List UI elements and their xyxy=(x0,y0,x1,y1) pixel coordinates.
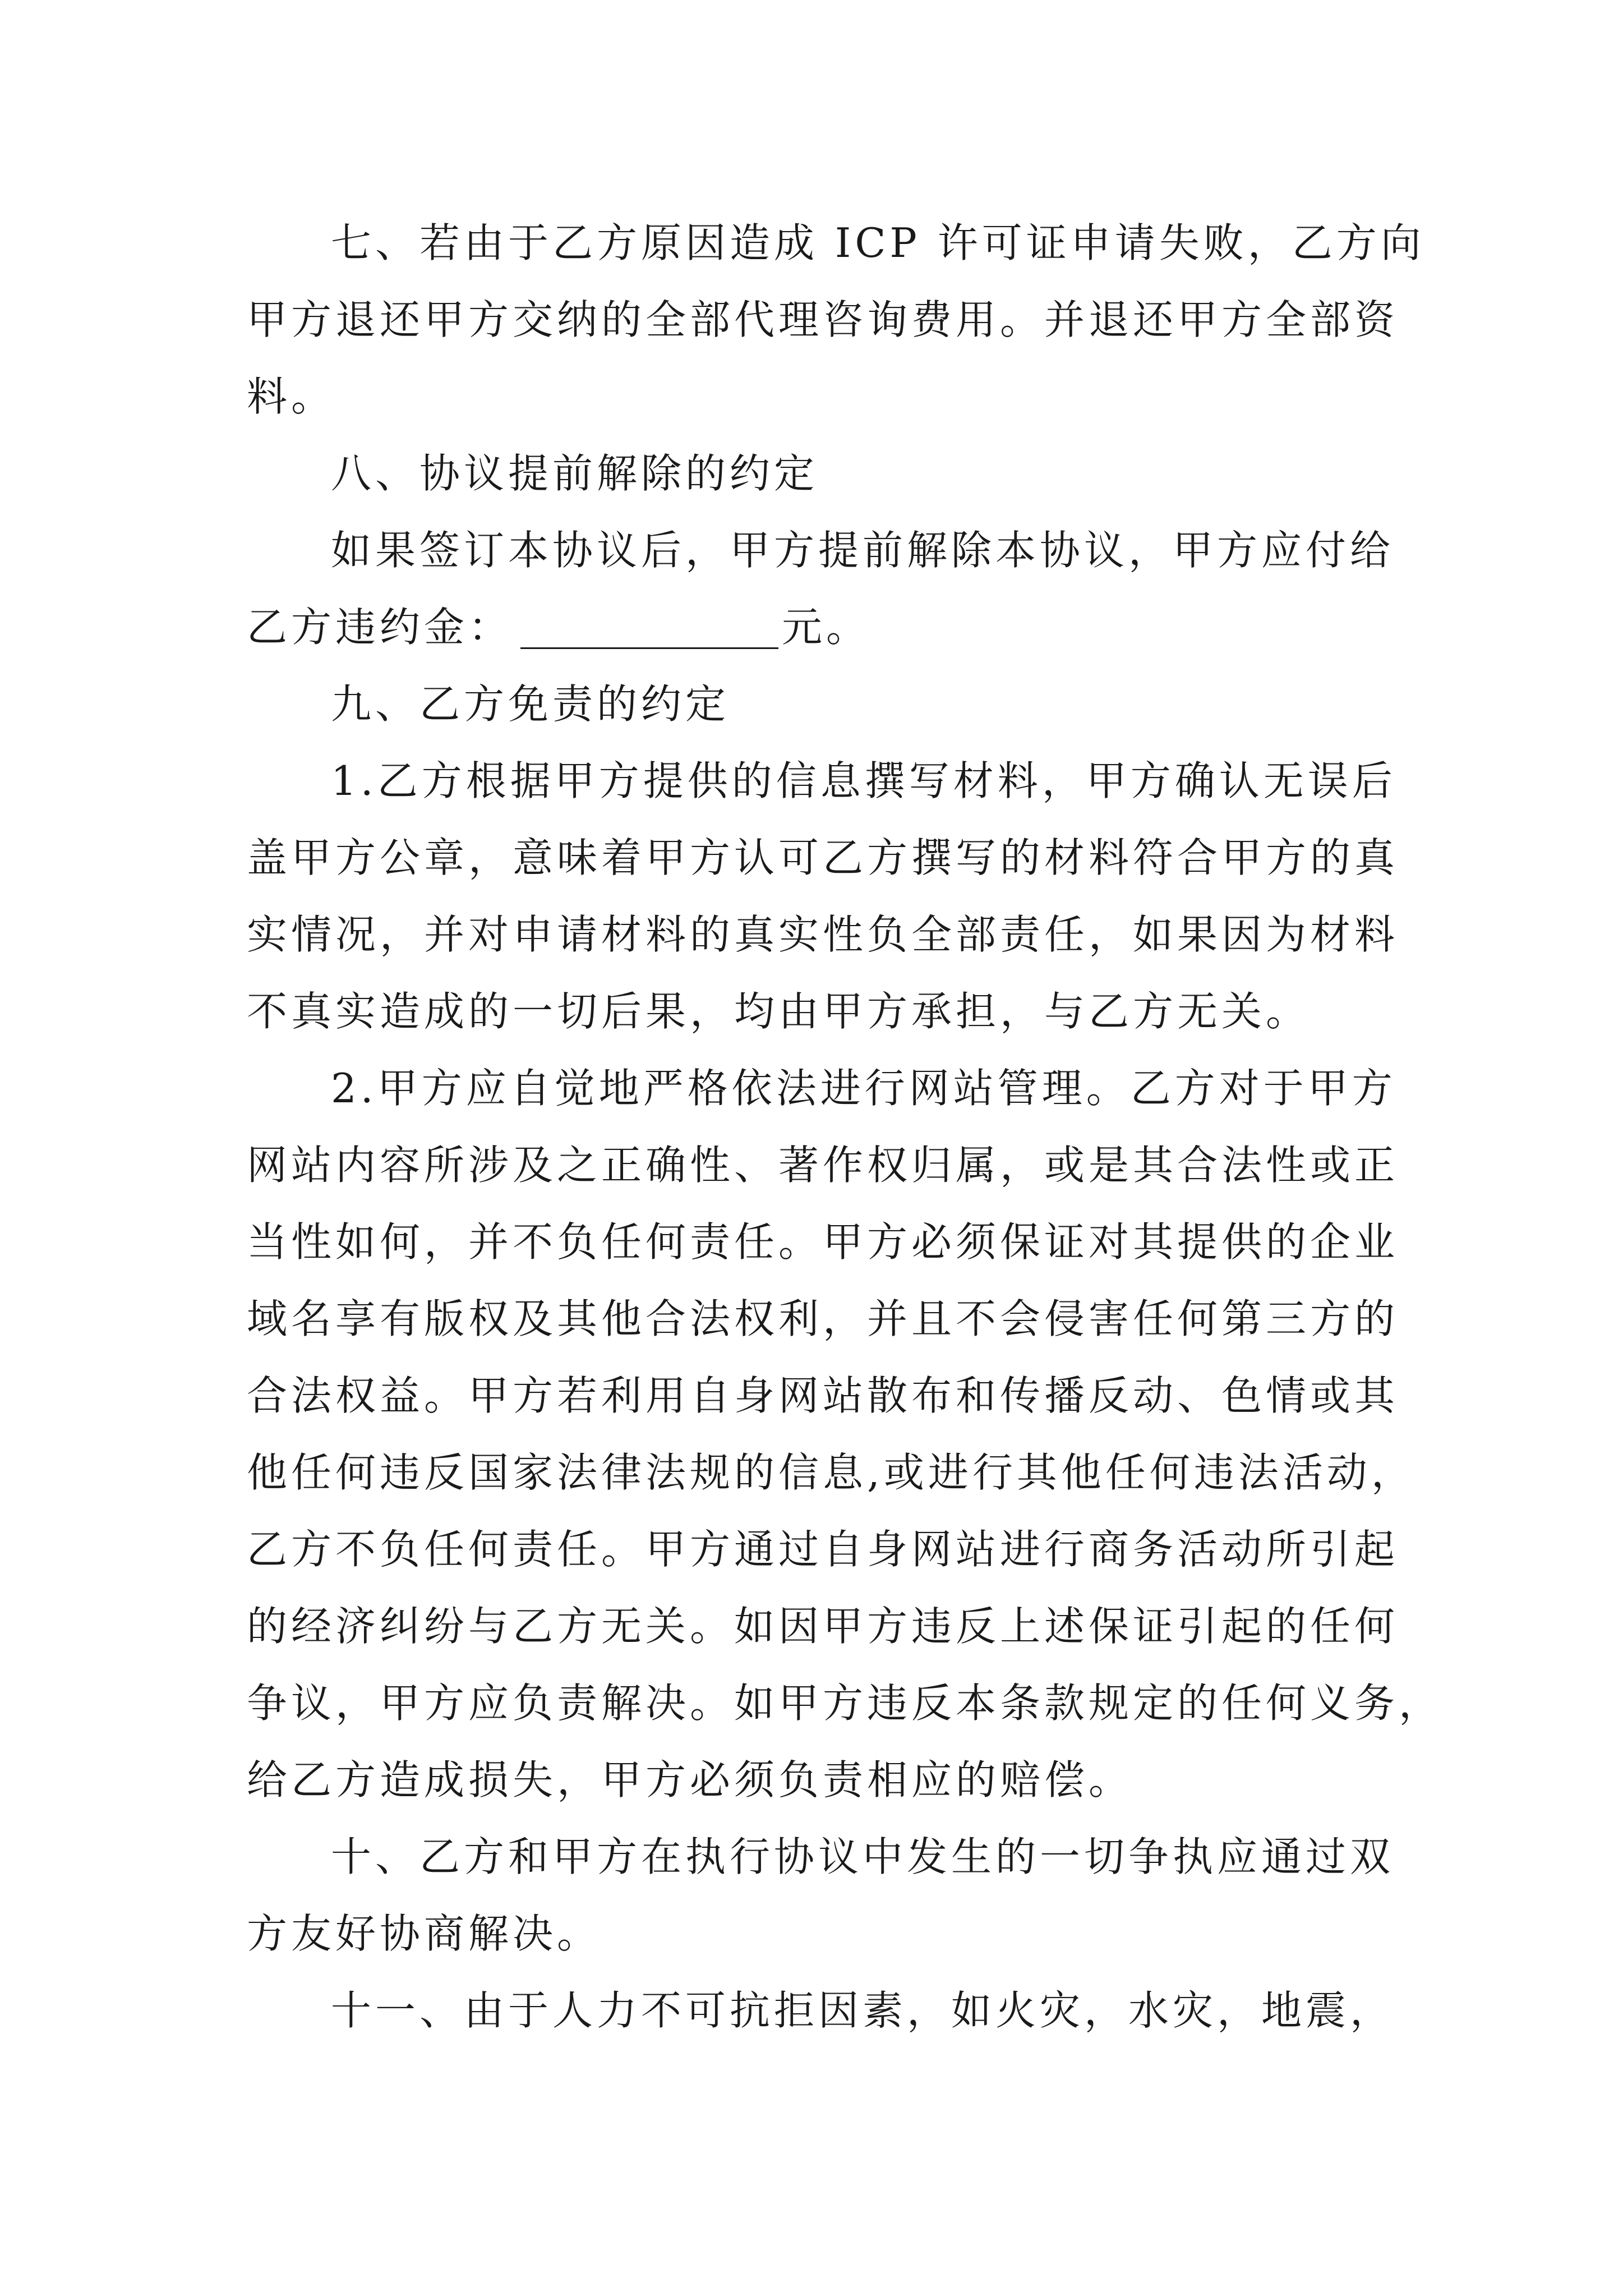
penalty-label: 乙方违约金： xyxy=(247,604,513,651)
section9-item2-line6: 他任何违反国家法律法规的信息,或进行其他任何违法活动， xyxy=(247,1449,1415,1496)
section9-item2-line5: 合法权益。甲方若利用自身网站散布和传播反动、色情或其 xyxy=(247,1372,1399,1419)
penalty-unit: 元。 xyxy=(782,604,871,651)
section8-line1: 如果签订本协议后，甲方提前解除本协议，甲方应付给 xyxy=(331,527,1395,574)
penalty-amount-blank xyxy=(520,602,778,649)
section8-line2 xyxy=(247,589,1391,666)
section9-item2-line10: 给乙方造成损失，甲方必须负责相应的赔偿。 xyxy=(247,1756,1133,1803)
section9-item2-line1: 2.甲方应自觉地严格依法进行网站管理。乙方对于甲方 xyxy=(331,1065,1396,1112)
section9-heading: 九、乙方免责的约定 xyxy=(331,680,730,728)
section9-item1-line3: 实情况，并对申请材料的真实性负全部责任，如果因为材料 xyxy=(247,911,1399,958)
section11-line1: 十一、由于人力不可抗拒因素，如火灾，水灾，地震， xyxy=(331,1987,1395,2034)
section7-line2: 甲方退还甲方交纳的全部代理咨询费用。并退还甲方全部资 xyxy=(247,296,1399,343)
section8-heading: 八、协议提前解除的约定 xyxy=(331,450,819,497)
section9-item2-line2: 网站内容所涉及之正确性、著作权归属，或是其合法性或正 xyxy=(247,1142,1399,1189)
section9-item2-line9: 争议，甲方应负责解决。如甲方违反本条款规定的任何义务， xyxy=(247,1680,1444,1727)
section7-line3: 料。 xyxy=(247,373,336,420)
section9-item2-line8: 的经济纠纷与乙方无关。如因甲方违反上述保证引起的任何 xyxy=(247,1603,1399,1650)
document-page xyxy=(247,205,1444,2049)
section9-item2-line7: 乙方不负任何责任。甲方通过自身网站进行商务活动所引起 xyxy=(247,1526,1399,1573)
section9-item1-line1: 1.乙方根据甲方提供的信息撰写材料，甲方确认无误后 xyxy=(331,757,1396,804)
section10-line1: 十、乙方和甲方在执行协议中发生的一切争执应通过双 xyxy=(331,1833,1395,1880)
section9-item2-line4: 域名享有版权及其他合法权利，并且不会侵害任何第三方的 xyxy=(247,1295,1399,1342)
section9-item1-line4: 不真实造成的一切后果，均由甲方承担，与乙方无关。 xyxy=(247,988,1311,1035)
section9-item2-line3: 当性如何，并不负任何责任。甲方必须保证对其提供的企业 xyxy=(247,1218,1399,1266)
section9-item1-line2: 盖甲方公章，意味着甲方认可乙方撰写的材料符合甲方的真 xyxy=(247,834,1399,881)
section7-line1: 七、若由于乙方原因造成 ICP 许可证申请失败，乙方向 xyxy=(331,219,1425,266)
section10-line2: 方友好协商解决。 xyxy=(247,1910,602,1957)
